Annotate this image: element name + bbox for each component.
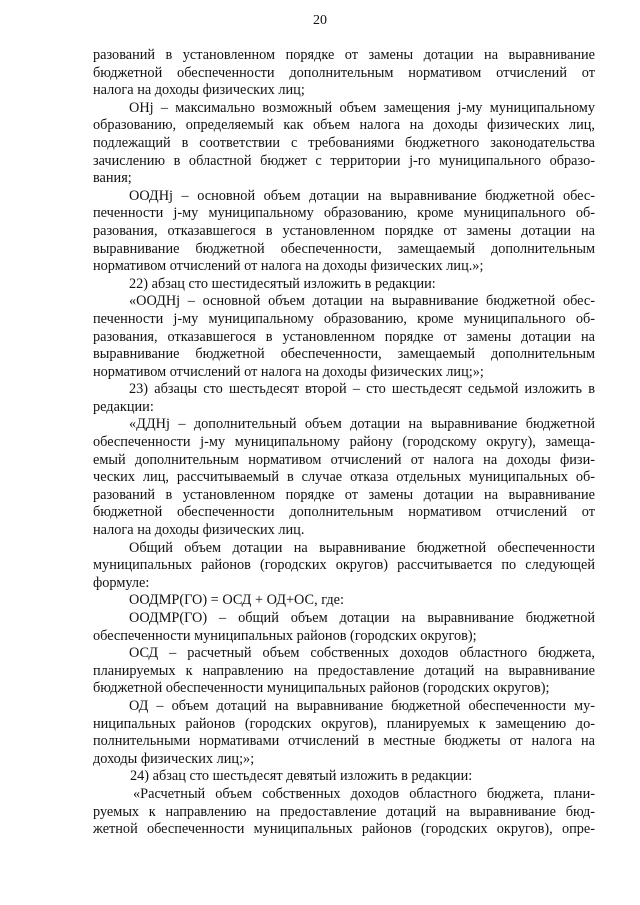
text-line: формуле: bbox=[93, 574, 150, 591]
text-line: зачислению в областной бюджет с территории j-го муниципального образо- bbox=[93, 152, 595, 169]
text-line: выравнивание бюджетной обеспеченности, замещаемый дополнительным bbox=[93, 240, 595, 257]
text-line: бюджетной обеспеченности муниципальных районов (городских округов); bbox=[93, 680, 550, 697]
text-line: вания; bbox=[93, 170, 132, 187]
text-line: печенности j-му муниципальному образованию, кроме муниципального об- bbox=[93, 310, 595, 327]
text-line: полнительными нормативами отчислений в местные бюджеты от налога на bbox=[93, 733, 595, 750]
text-line: разования, отказавшегося в установленном порядке от замены дотации на bbox=[93, 222, 595, 239]
text-line: разований в установленном порядке от замены дотации на выравнивание bbox=[93, 47, 595, 63]
text-line: 23) абзацы сто шестьдесят второй – сто шестьдесят седьмой изложить в bbox=[129, 381, 595, 398]
text-line: налога на доходы физических лиц. bbox=[93, 522, 305, 539]
text-line: жетной обеспеченности муниципальных районов (городских округов), опре- bbox=[93, 821, 595, 838]
text-line: «Расчетный объем собственных доходов областного бюджета, плани- bbox=[133, 785, 595, 802]
text-line: выравнивание бюджетной обеспеченности, замещаемый дополнительным bbox=[93, 346, 595, 363]
text-line: ООДНj – основной объем дотации на выравнивание бюджетной обес- bbox=[129, 187, 595, 204]
text-line: Общий объем дотации на выравнивание бюджетной обеспеченности bbox=[129, 539, 595, 556]
body-text bbox=[93, 47, 595, 839]
text-line: «ООДНj – основной объем дотации на выравнивание бюджетной обес- bbox=[129, 293, 595, 310]
text-line: планируемых к направлению на предоставление дотаций на выравнивание bbox=[93, 662, 595, 679]
text-line: нормативом отчислений от налога на доходы физических лиц;»; bbox=[93, 363, 484, 380]
text-line: разования, отказавшегося в установленном порядке от замены дотации на bbox=[93, 328, 595, 345]
text-line: обеспеченности j-му муниципальному району (городскому округу), замеща- bbox=[93, 434, 595, 451]
text-line: бюджетной обеспеченности дополнительным нормативом отчислений от bbox=[93, 504, 595, 521]
text-line: налога на доходы физических лиц; bbox=[93, 82, 305, 99]
text-line: 24) абзац сто шестьдесят девятый изложить в редакции: bbox=[130, 768, 473, 785]
text-line: подлежащий в соответствии с требованиями бюджетного законодательства bbox=[93, 134, 595, 151]
text-line: обеспеченности муниципальных районов (городских округов); bbox=[93, 627, 477, 644]
text-line: образованию, определяемый как объем налога на доходы физических лиц, bbox=[93, 117, 595, 134]
text-line: OHj – максимально возможный объем замещения j-му муниципальному bbox=[129, 99, 595, 116]
text-line: руемых к направлению на предоставление дотаций на выравнивание бюд- bbox=[93, 803, 595, 820]
text-line: ООДМР(ГО) = ОСД + ОД+ОС, где: bbox=[129, 592, 344, 609]
text-line: доходы физических лиц;»; bbox=[93, 750, 255, 767]
text-line: емый дополнительным нормативом отчислений от налога на доходы физи- bbox=[93, 451, 595, 468]
text-line: муниципальных районов (городских округов) рассчитывается по следующей bbox=[93, 557, 595, 574]
text-line: ниципальных районов (городских округов), планируемых к замещению до- bbox=[93, 715, 595, 732]
text-line: ческих лиц, рассчитываемый в случае отказа отдельных муниципальных об- bbox=[93, 469, 595, 486]
text-line: ОСД – расчетный объем собственных доходов областного бюджета, bbox=[129, 645, 595, 662]
text-line: ООДМР(ГО) – общий объем дотации на выравнивание бюджетной bbox=[129, 610, 595, 626]
text-line: бюджетной обеспеченности дополнительным нормативом отчислений от bbox=[93, 64, 595, 81]
page-number: 20 bbox=[313, 13, 327, 28]
text-line: редакции: bbox=[93, 398, 154, 415]
text-line: разований в установленном порядке от замены дотации на выравнивание bbox=[93, 486, 595, 503]
text-line: «ДДНj – дополнительный объем дотации на выравнивание бюджетной bbox=[129, 416, 595, 433]
text-line: печенности j-му муниципальному образованию, кроме муниципального об- bbox=[93, 205, 595, 222]
text-line: 22) абзац сто шестидесятый изложить в редакции: bbox=[129, 275, 436, 292]
text-line: нормативом отчислений от налога на доходы физических лиц.»; bbox=[93, 258, 484, 275]
text-line: ОД – объем дотаций на выравнивание бюджетной обеспеченности му- bbox=[129, 697, 595, 714]
